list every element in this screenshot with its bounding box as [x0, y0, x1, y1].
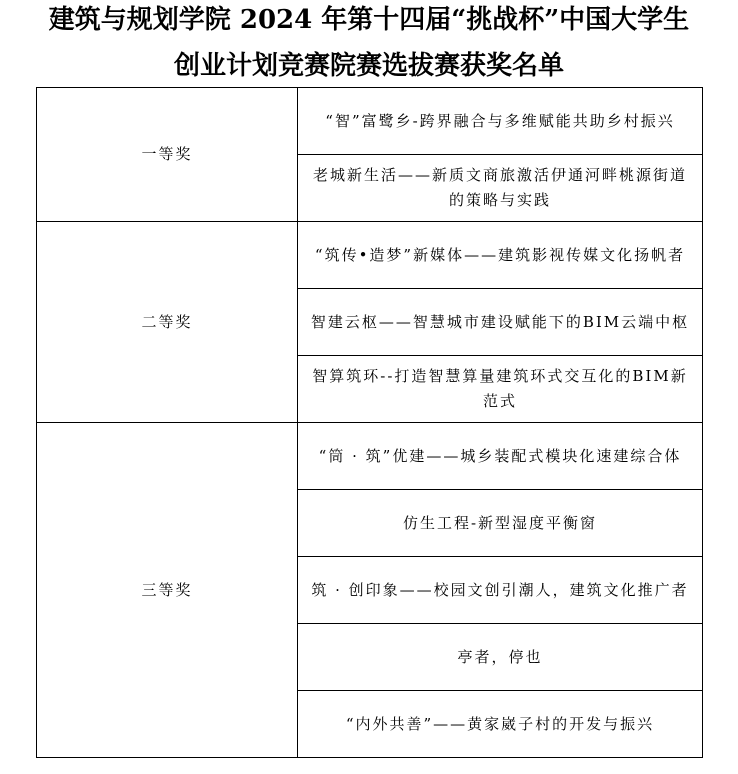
- award-level-third: 三等奖: [37, 423, 298, 758]
- table-row: [37, 88, 703, 155]
- table-row: [37, 222, 703, 289]
- award-level-first: 一等奖: [37, 88, 298, 222]
- project-name: 仿生工程-新型湿度平衡窗: [298, 490, 703, 557]
- project-name: “智”富鹭乡-跨界融合与多维赋能共助乡村振兴: [298, 88, 703, 155]
- project-name: 筑 · 创印象——校园文创引潮人，建筑文化推广者: [298, 557, 703, 624]
- table-row: [37, 423, 703, 490]
- project-name: “筒 · 筑”优建——城乡装配式模块化速建综合体: [298, 423, 703, 490]
- project-name: “筑传•造梦”新媒体——建筑影视传媒文化扬帆者: [298, 222, 703, 289]
- project-name: 智算筑环--打造智慧算量建筑环式交互化的BIM新范式: [298, 356, 703, 423]
- award-list-table: [36, 87, 703, 758]
- project-name: 亭者，停也: [298, 624, 703, 691]
- document-title-line-2: 创业计划竞赛院赛选拔赛获奖名单: [173, 51, 564, 81]
- project-name: 老城新生活——新质文商旅激活伊通河畔桃源街道的策略与实践: [298, 155, 703, 222]
- award-level-second: 二等奖: [37, 222, 298, 423]
- project-name: 智建云枢——智慧城市建设赋能下的BIM云端中枢: [298, 289, 703, 356]
- project-name: “内外共善”——黄家崴子村的开发与振兴: [298, 691, 703, 758]
- document-title-line-1: 建筑与规划学院 2024 年第十四届“挑战杯”中国大学生: [48, 5, 690, 35]
